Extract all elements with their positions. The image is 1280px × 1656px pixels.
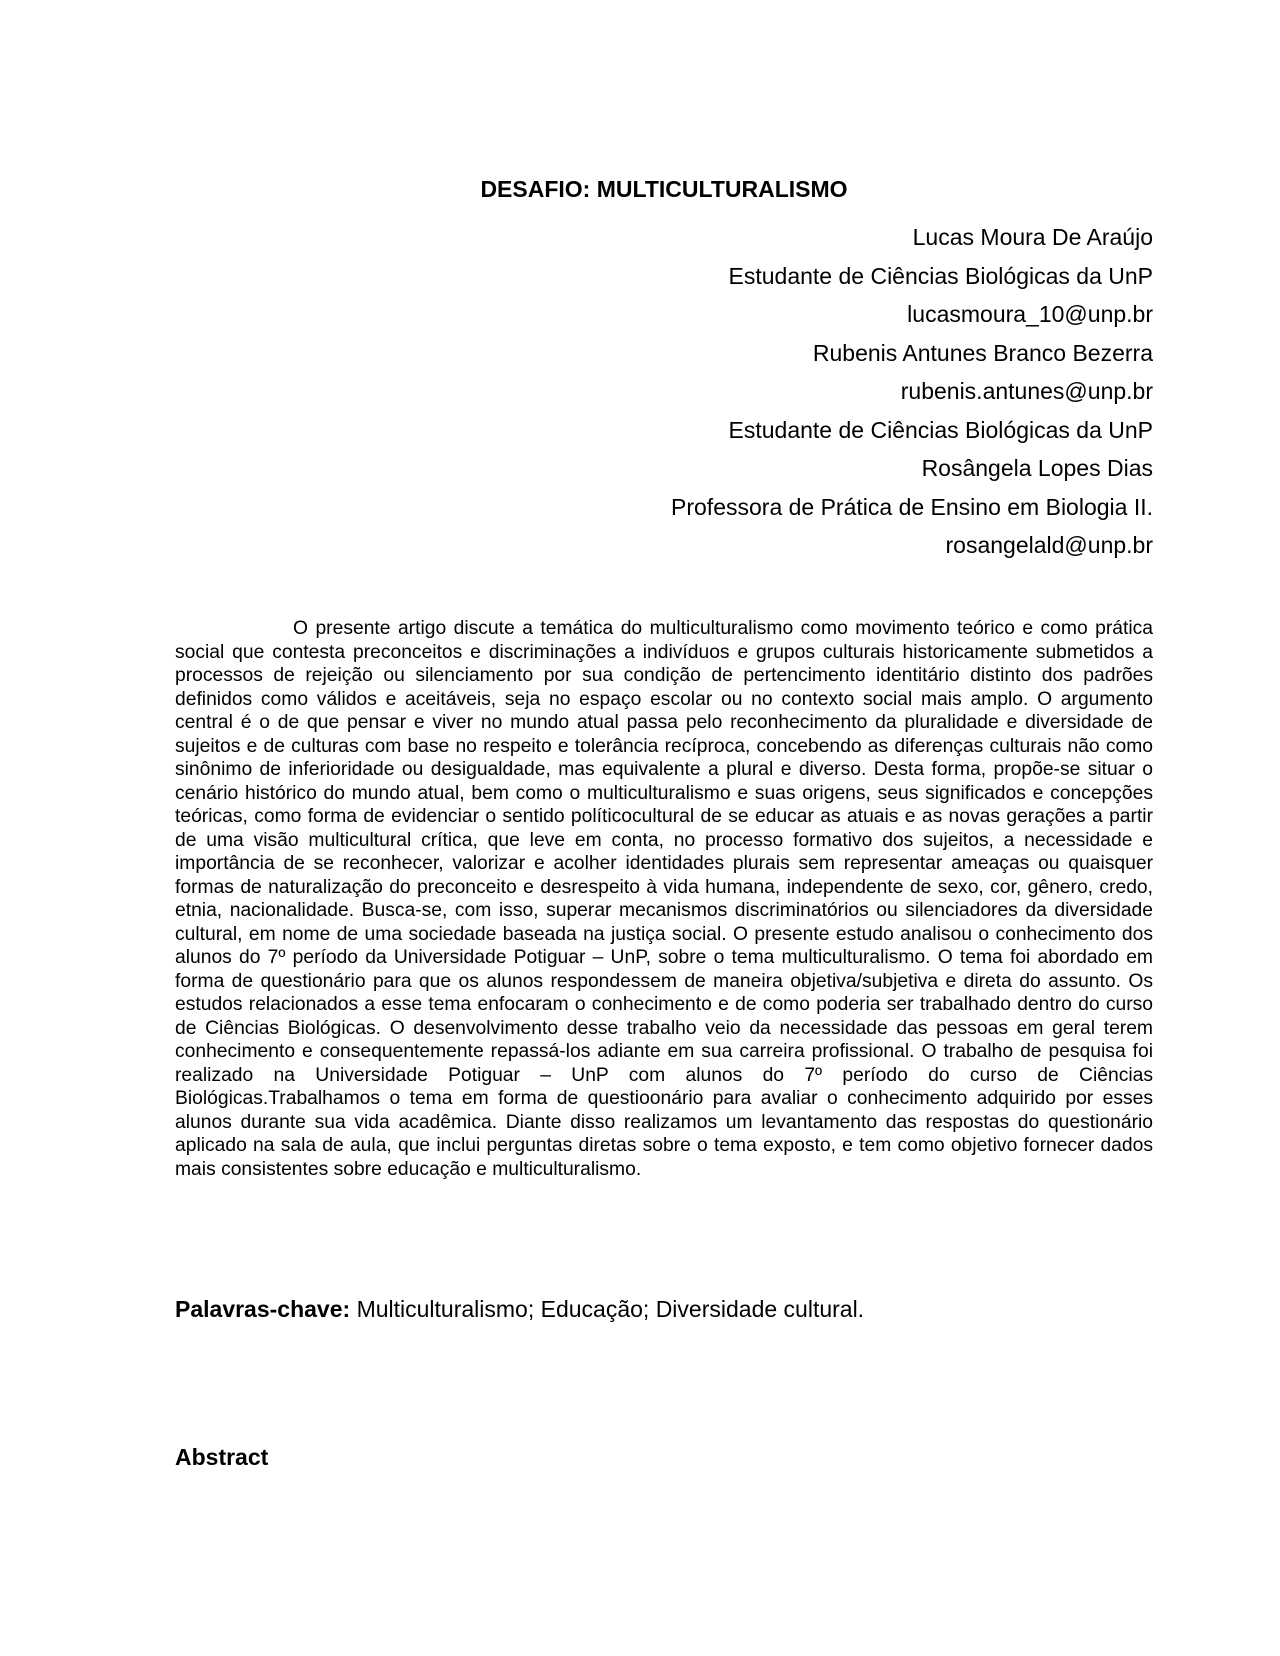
- paper-title: DESAFIO: MULTICULTURALISMO: [480, 176, 848, 202]
- author-line: rosangelald@unp.br: [945, 532, 1153, 558]
- author-line: Estudante de Ciências Biológicas da UnP: [728, 416, 1153, 443]
- author-line: Professora de Prática de Ensino em Biologia II.: [671, 493, 1153, 520]
- abstract-paragraph: O presente artigo discute a temática do multiculturalismo como movimento teórico e como prática social que contesta preconceitos e discriminações a indivíduos e grupos culturais historicamente submetidos a processos de rejeição ou silenciamento por sua condição de pertencimento identitário distinto dos padrões definidos como válidos e aceitáveis, seja no espaço escolar ou no contexto social mais amplo. O argumento central é o de que pensar e viver no mundo atual passa pelo reconhecimento da pluralidade e diversidade de sujeitos e de culturas com base no respeito e tolerância recíproca, concebendo as diferenças culturais não como sinônimo de inferioridade ou desigualdade, mas equivalente a plural e diverso. Desta forma, propõe-se situar o cenário histórico do mundo atual, bem como o multiculturalismo e suas origens, seus significados e concepções teóricas, como forma de evidenciar o sentido políticocultural de se educar as atuais e as novas gerações a partir de uma visão multicultural crítica, que leve em conta, no processo formativo dos sujeitos, a necessidade e importância de se reconhecer, valorizar e acolher identidades plurais sem representar ameaças ou quaisquer formas de naturalização do preconceito e desrespeito à vida humana, independente de sexo, cor, gênero, credo, etnia, nacionalidade. Busca-se, com isso, superar mecanismos discriminatórios ou silenciadores da diversidade cultural, em nome de uma sociedade baseada na justiça social. O presente estudo analisou o conhecimento dos alunos do 7º período da Universidade Potiguar – UnP, sobre o tema multiculturalismo. O tema foi abordado em forma de questionário para que os alunos respondessem de maneira objetiva/subjetiva e direta do assunto. Os estudos relacionados a esse tema enfocaram o conhecimento e de como poderia ser trabalhado dentro do curso de Ciências Biológicas. O desenvolvimento desse trabalho veio da necessidade das pessoas em geral terem conhecimento e consequentemente repassá-los adiante em sua carreira profissional. O trabalho de pesquisa foi realizado na Universidade Potiguar – UnP com alunos do 7º período do curso de Ciências Biológicas.Trabalhamos o tema em forma de questioonário para avaliar o conhecimento adquirido por esses alunos durante sua vida acadêmica. Diante disso realizamos um levantamento das respostas do questionário aplicado na sala de aula, que inclui perguntas diretas sobre o tema exposto, e tem como objetivo fornecer dados mais consistentes sobre educação e multiculturalismo.: [175, 618, 1153, 1180]
- abstract-heading: Abstract: [175, 1444, 269, 1470]
- keywords-text: Multiculturalismo; Educação; Diversidade cultural.: [350, 1296, 865, 1322]
- author-block: [560, 218, 1153, 565]
- author-line: Rosângela Lopes Dias: [921, 455, 1153, 481]
- keywords-label: Palavras-chave:: [175, 1296, 351, 1322]
- author-line: Estudante de Ciências Biológicas da UnP: [728, 262, 1153, 289]
- author-line: Lucas Moura De Araújo: [912, 224, 1153, 250]
- author-line: rubenis.antunes@unp.br: [900, 378, 1153, 404]
- author-line: lucasmoura_10@unp.br: [907, 301, 1153, 327]
- keywords: [175, 1295, 1153, 1323]
- author-line: Rubenis Antunes Branco Bezerra: [812, 339, 1153, 366]
